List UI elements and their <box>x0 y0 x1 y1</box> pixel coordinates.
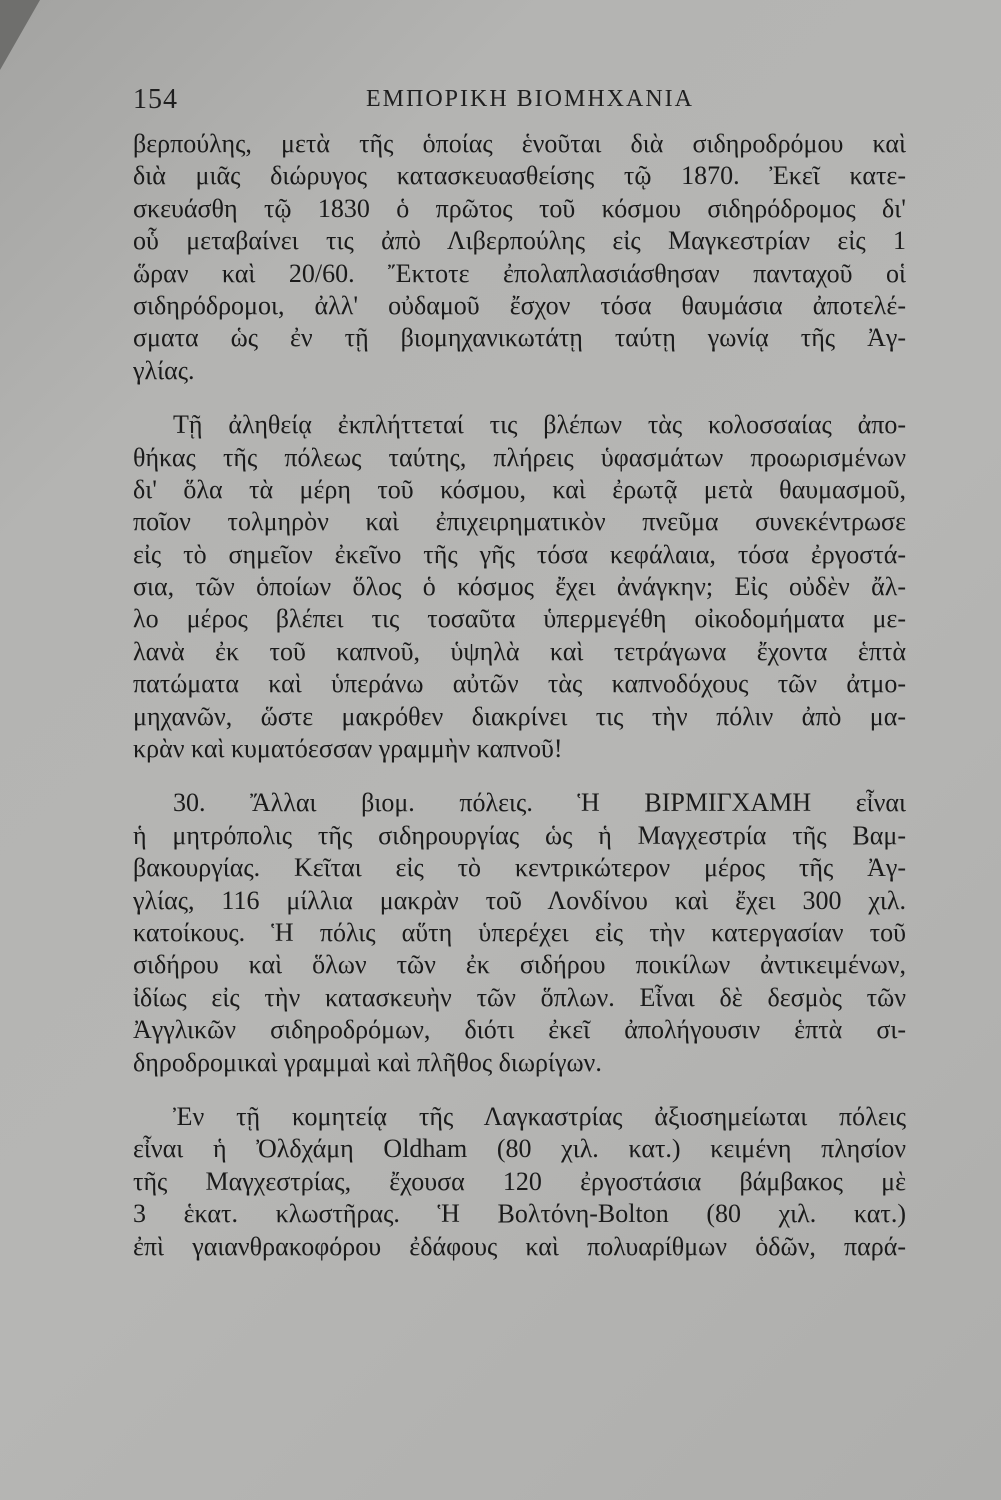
page-header <box>133 84 913 124</box>
text-line: Τῇ ἀληθείᾳ ἐκπλήττεταί τις βλέπων τὰς κολοσσαίας ἀπο- <box>173 410 906 440</box>
text-line: εἶναι ἡ Ὀλδχάμη Oldham (80 χιλ. κατ.) κειμένη πλησίον <box>133 1134 906 1164</box>
paragraph-gap <box>133 1079 906 1101</box>
text-line: γλίας, 116 μίλλια μακρὰν τοῦ Λονδίνου καὶ ἔχει 300 χιλ. <box>133 885 906 915</box>
text-line: κρὰν καὶ κυματόεσσαν γραμμὴν καπνοῦ! <box>133 734 563 764</box>
text-line: ἐπὶ γαιανθρακοφόρου ἐδάφους καὶ πολυαρίθμων ὁδῶν, παρά- <box>133 1231 906 1261</box>
text-line: 3 ἑκατ. κλωστῆρας. Ἡ Βολτόνη-Bolton (80 χιλ. κατ.) <box>133 1199 906 1229</box>
text-line: διὰ μιᾶς διώρυγος κατασκευασθείσης τῷ 1870. Ἐκεῖ κατε- <box>133 161 906 191</box>
text-line: ἡ μητρόπολις τῆς σιδηρουργίας ὡς ἡ Μαγχεστρία τῆς Βαμ- <box>133 820 906 850</box>
paragraph-gap <box>133 387 906 409</box>
text-line: πατώματα καὶ ὑπεράνω αὐτῶν τὰς καπνοδόχους τῶν ἀτμο- <box>133 669 906 699</box>
text-line: βερπούλης, μετὰ τῆς ὁποίας ἑνοῦται διὰ σιδηροδρόμου καὶ <box>133 129 906 158</box>
section-30 <box>133 787 906 1079</box>
text-line: βακουργίας. Κεῖται εἰς τὸ κεντρικώτερον μέρος τῆς Ἀγ- <box>133 853 906 883</box>
text-line: σιδήρου καὶ ὅλων τῶν ἐκ σιδήρου ποικίλων ἀντικειμένων, <box>133 950 906 980</box>
running-title: ΕΜΠΟΡΙΚΗ ΒΙΟΜΗΧΑΝΙΑ <box>366 86 694 112</box>
text-line: σιδηρόδρομοι, ἀλλ' οὐδαμοῦ ἔσχον τόσα θαυμάσια ἀποτελέ- <box>133 290 906 320</box>
text-line: κατοίκους. Ἡ πόλις αὕτη ὑπερέχει εἰς τὴν κατεργασίαν τοῦ <box>133 917 906 947</box>
paragraph <box>133 128 906 387</box>
text-line: οὗ μεταβαίνει τις ἀπὸ Λιβερπούλης εἰς Μαγκεστρίαν εἰς 1 <box>133 226 906 256</box>
text-line: σια, τῶν ὁποίων ὅλος ὁ κόσμος ἔχει ἀνάγκην; Εἰς οὐδὲν ἄλ- <box>133 572 906 602</box>
paragraph-gap <box>133 765 906 787</box>
section-heading-line: 30. Ἄλλαι βιομ. πόλεις. Ἡ ΒΙΡΜΙΓΧΑΜΗ εἶναι <box>173 788 906 818</box>
text-line: θήκας τῆς πόλεως ταύτης, πλήρεις ὑφασμάτων προωρισμένων <box>133 442 906 472</box>
text-line: ἰδίως εἰς τὴν κατασκευὴν τῶν ὅπλων. Εἶναι δὲ δεσμὸς τῶν <box>133 982 906 1012</box>
text-line: Ἐν τῇ κομητείᾳ τῆς Λαγκαστρίας ἀξιοσημείωται πόλεις <box>173 1101 906 1131</box>
paragraph <box>133 1101 906 1263</box>
text-line: εἰς τὸ σημεῖον ἐκεῖνο τῆς γῆς τόσα κεφάλαια, τόσα ἐργοστά- <box>133 539 906 569</box>
text-line: σκευάσθη τῷ 1830 ὁ πρῶτος τοῦ κόσμου σιδηρόδρομος δι' <box>133 193 906 223</box>
text-line: γλίας. <box>133 355 195 385</box>
page-number: 154 <box>133 84 178 115</box>
text-line: Ἀγγλικῶν σιδηροδρόμων, διότι ἐκεῖ ἀπολήγουσιν ἑπτὰ σι- <box>133 1015 906 1045</box>
text-line: δι' ὅλα τὰ μέρη τοῦ κόσμου, καὶ ἐρωτᾷ μετὰ θαυμασμοῦ, <box>133 474 906 504</box>
text-line: μηχανῶν, ὥστε μακρόθεν διακρίνει τις τὴν πόλιν ἀπὸ μα- <box>133 701 906 731</box>
text-line: δηροδρομικαὶ γραμμαὶ καὶ πλῆθος διωρίγων. <box>133 1047 602 1077</box>
text-line: τῆς Μαγχεστρίας, ἔχουσα 120 ἐργοστάσια βάμβακος μὲ <box>133 1166 906 1196</box>
body-text <box>133 128 906 1263</box>
text-line: λανὰ ἐκ τοῦ καπνοῦ, ὑψηλὰ καὶ τετράγωνα ἔχοντα ἑπτὰ <box>133 636 906 666</box>
folded-corner <box>0 0 40 70</box>
text-line: σματα ὡς ἐν τῇ βιομηχανικωτάτῃ ταύτῃ γωνίᾳ τῆς Ἀγ- <box>133 323 906 353</box>
text-line: ποῖον τολμηρὸν καὶ ἐπιχειρηματικὸν πνεῦμα συνεκέντρωσε <box>133 507 906 537</box>
paragraph <box>133 409 906 765</box>
text-line: ὥραν καὶ 20/60. Ἔκτοτε ἐπολαπλασιάσθησαν πανταχοῦ οἱ <box>133 258 906 288</box>
text-line: λο μέρος βλέπει τις τοσαῦτα ὑπερμεγέθη οἰκοδομήματα με- <box>133 604 906 634</box>
